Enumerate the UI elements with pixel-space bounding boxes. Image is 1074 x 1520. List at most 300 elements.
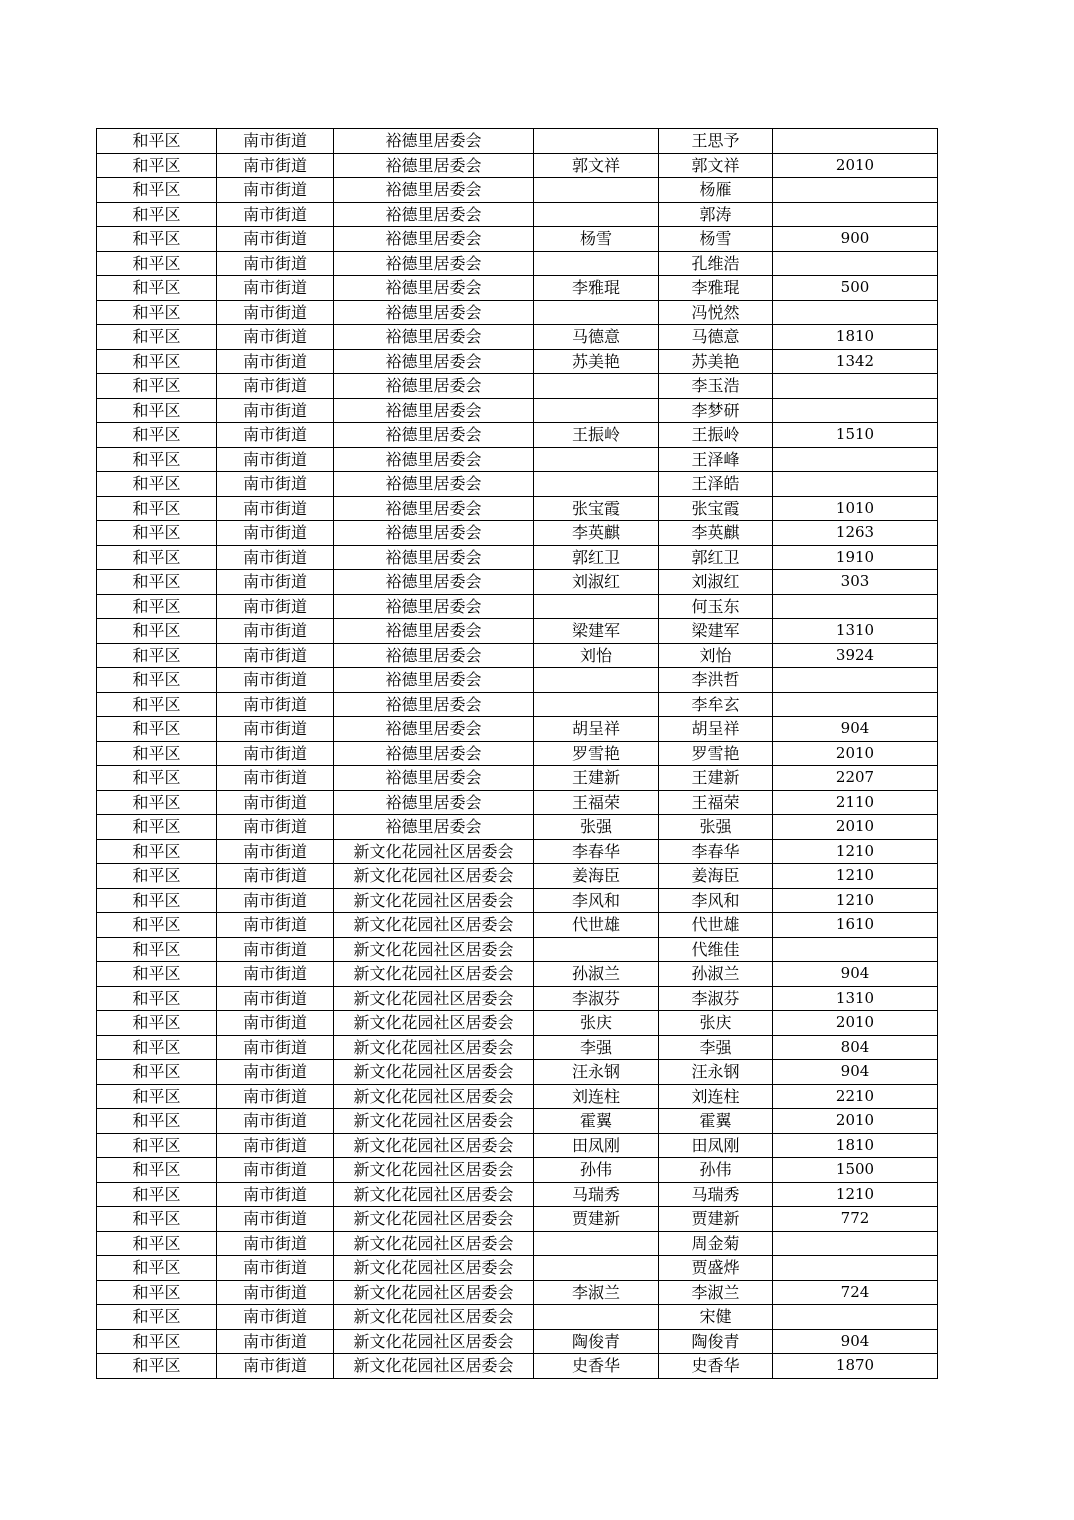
- cell-street: 南市街道: [217, 1084, 334, 1109]
- cell-district: 和平区: [97, 594, 217, 619]
- cell-district: 和平区: [97, 251, 217, 276]
- table-row: [97, 937, 938, 962]
- cell-street: 南市街道: [217, 619, 334, 644]
- table-row: [97, 1256, 938, 1281]
- cell-street: 南市街道: [217, 251, 334, 276]
- cell-street: 南市街道: [217, 717, 334, 742]
- cell-applicant-name: [534, 594, 659, 619]
- cell-committee: 新文化花园社区居委会: [334, 864, 534, 889]
- cell-resident-name: 姜海臣: [659, 864, 773, 889]
- cell-applicant-name: 姜海臣: [534, 864, 659, 889]
- table-row: [97, 766, 938, 791]
- cell-resident-name: 霍翼: [659, 1109, 773, 1134]
- table-row: [97, 619, 938, 644]
- cell-committee: 裕德里居委会: [334, 398, 534, 423]
- cell-resident-name: 冯悦然: [659, 300, 773, 325]
- cell-amount: 1310: [773, 986, 938, 1011]
- table-row: [97, 839, 938, 864]
- cell-resident-name: 李风和: [659, 888, 773, 913]
- cell-district: 和平区: [97, 276, 217, 301]
- cell-committee: 新文化花园社区居委会: [334, 888, 534, 913]
- table-row: [97, 398, 938, 423]
- table-row: [97, 1035, 938, 1060]
- table-row: [97, 1158, 938, 1183]
- table-row: [97, 129, 938, 154]
- cell-committee: 裕德里居委会: [334, 374, 534, 399]
- cell-committee: 新文化花园社区居委会: [334, 1354, 534, 1379]
- cell-district: 和平区: [97, 1109, 217, 1134]
- cell-street: 南市街道: [217, 129, 334, 154]
- cell-resident-name: 杨雁: [659, 178, 773, 203]
- cell-amount: 1910: [773, 545, 938, 570]
- table-row: [97, 423, 938, 448]
- cell-applicant-name: 李春华: [534, 839, 659, 864]
- cell-street: 南市街道: [217, 1329, 334, 1354]
- cell-applicant-name: 王振岭: [534, 423, 659, 448]
- cell-street: 南市街道: [217, 1280, 334, 1305]
- cell-street: 南市街道: [217, 1354, 334, 1379]
- cell-street: 南市街道: [217, 1060, 334, 1085]
- cell-applicant-name: [534, 1305, 659, 1330]
- cell-amount: [773, 692, 938, 717]
- cell-committee: 新文化花园社区居委会: [334, 1158, 534, 1183]
- cell-district: 和平区: [97, 864, 217, 889]
- cell-district: 和平区: [97, 962, 217, 987]
- cell-resident-name: 张强: [659, 815, 773, 840]
- cell-amount: 724: [773, 1280, 938, 1305]
- cell-resident-name: 李梦研: [659, 398, 773, 423]
- table-row: [97, 594, 938, 619]
- cell-district: 和平区: [97, 1060, 217, 1085]
- cell-resident-name: 李春华: [659, 839, 773, 864]
- cell-applicant-name: [534, 178, 659, 203]
- cell-district: 和平区: [97, 521, 217, 546]
- cell-resident-name: 李淑兰: [659, 1280, 773, 1305]
- cell-applicant-name: [534, 374, 659, 399]
- cell-street: 南市街道: [217, 202, 334, 227]
- cell-committee: 新文化花园社区居委会: [334, 1060, 534, 1085]
- cell-street: 南市街道: [217, 1256, 334, 1281]
- cell-district: 和平区: [97, 692, 217, 717]
- cell-amount: 2010: [773, 1109, 938, 1134]
- cell-amount: 1810: [773, 325, 938, 350]
- cell-amount: [773, 447, 938, 472]
- cell-amount: 1870: [773, 1354, 938, 1379]
- cell-committee: 裕德里居委会: [334, 545, 534, 570]
- cell-committee: 裕德里居委会: [334, 178, 534, 203]
- cell-amount: 804: [773, 1035, 938, 1060]
- cell-amount: 904: [773, 1060, 938, 1085]
- cell-committee: 裕德里居委会: [334, 496, 534, 521]
- cell-district: 和平区: [97, 937, 217, 962]
- cell-amount: 904: [773, 962, 938, 987]
- cell-street: 南市街道: [217, 1207, 334, 1232]
- cell-district: 和平区: [97, 1035, 217, 1060]
- cell-applicant-name: 马德意: [534, 325, 659, 350]
- cell-resident-name: 王建新: [659, 766, 773, 791]
- cell-amount: [773, 178, 938, 203]
- cell-district: 和平区: [97, 839, 217, 864]
- cell-amount: 1263: [773, 521, 938, 546]
- cell-committee: 裕德里居委会: [334, 717, 534, 742]
- cell-street: 南市街道: [217, 545, 334, 570]
- cell-street: 南市街道: [217, 1133, 334, 1158]
- cell-district: 和平区: [97, 1305, 217, 1330]
- cell-committee: 新文化花园社区居委会: [334, 913, 534, 938]
- table-row: [97, 1207, 938, 1232]
- cell-amount: 1342: [773, 349, 938, 374]
- cell-applicant-name: 李英麒: [534, 521, 659, 546]
- cell-district: 和平区: [97, 741, 217, 766]
- table-row: [97, 717, 938, 742]
- cell-district: 和平区: [97, 202, 217, 227]
- cell-street: 南市街道: [217, 374, 334, 399]
- cell-district: 和平区: [97, 1256, 217, 1281]
- table-row: [97, 570, 938, 595]
- cell-resident-name: 苏美艳: [659, 349, 773, 374]
- cell-resident-name: 宋健: [659, 1305, 773, 1330]
- table-row: [97, 374, 938, 399]
- cell-committee: 裕德里居委会: [334, 153, 534, 178]
- cell-street: 南市街道: [217, 178, 334, 203]
- table-row: [97, 1280, 938, 1305]
- cell-applicant-name: 李风和: [534, 888, 659, 913]
- cell-street: 南市街道: [217, 227, 334, 252]
- table-row: [97, 1060, 938, 1085]
- cell-amount: [773, 668, 938, 693]
- cell-street: 南市街道: [217, 913, 334, 938]
- cell-resident-name: 汪永钢: [659, 1060, 773, 1085]
- cell-committee: 裕德里居委会: [334, 472, 534, 497]
- cell-district: 和平区: [97, 1084, 217, 1109]
- cell-amount: 1210: [773, 888, 938, 913]
- table-row: [97, 227, 938, 252]
- cell-applicant-name: 张宝霞: [534, 496, 659, 521]
- cell-committee: 新文化花园社区居委会: [334, 1256, 534, 1281]
- cell-street: 南市街道: [217, 766, 334, 791]
- cell-resident-name: 郭文祥: [659, 153, 773, 178]
- cell-resident-name: 郭红卫: [659, 545, 773, 570]
- cell-resident-name: 梁建军: [659, 619, 773, 644]
- cell-district: 和平区: [97, 1329, 217, 1354]
- cell-committee: 新文化花园社区居委会: [334, 1133, 534, 1158]
- cell-amount: 772: [773, 1207, 938, 1232]
- cell-resident-name: 史香华: [659, 1354, 773, 1379]
- cell-street: 南市街道: [217, 643, 334, 668]
- cell-district: 和平区: [97, 668, 217, 693]
- table-row: [97, 986, 938, 1011]
- cell-committee: 裕德里居委会: [334, 570, 534, 595]
- cell-district: 和平区: [97, 153, 217, 178]
- cell-amount: 1310: [773, 619, 938, 644]
- cell-street: 南市街道: [217, 325, 334, 350]
- cell-resident-name: 贾建新: [659, 1207, 773, 1232]
- cell-street: 南市街道: [217, 1231, 334, 1256]
- cell-street: 南市街道: [217, 472, 334, 497]
- cell-resident-name: 胡呈祥: [659, 717, 773, 742]
- cell-resident-name: 罗雪艳: [659, 741, 773, 766]
- cell-resident-name: 杨雪: [659, 227, 773, 252]
- cell-applicant-name: 刘淑红: [534, 570, 659, 595]
- cell-applicant-name: 代世雄: [534, 913, 659, 938]
- cell-applicant-name: 马瑞秀: [534, 1182, 659, 1207]
- table-row: [97, 1084, 938, 1109]
- cell-applicant-name: 王建新: [534, 766, 659, 791]
- cell-committee: 裕德里居委会: [334, 202, 534, 227]
- table-row: [97, 472, 938, 497]
- cell-resident-name: 代世雄: [659, 913, 773, 938]
- cell-applicant-name: 李淑芬: [534, 986, 659, 1011]
- cell-resident-name: 李英麒: [659, 521, 773, 546]
- cell-resident-name: 马德意: [659, 325, 773, 350]
- cell-committee: 裕德里居委会: [334, 423, 534, 448]
- cell-district: 和平区: [97, 1207, 217, 1232]
- cell-district: 和平区: [97, 815, 217, 840]
- cell-resident-name: 何玉东: [659, 594, 773, 619]
- cell-applicant-name: 胡呈祥: [534, 717, 659, 742]
- cell-amount: 500: [773, 276, 938, 301]
- table-row: [97, 349, 938, 374]
- table-row: [97, 1133, 938, 1158]
- cell-committee: 新文化花园社区居委会: [334, 962, 534, 987]
- cell-district: 和平区: [97, 447, 217, 472]
- cell-district: 和平区: [97, 790, 217, 815]
- cell-applicant-name: 郭文祥: [534, 153, 659, 178]
- cell-applicant-name: 李强: [534, 1035, 659, 1060]
- cell-amount: 3924: [773, 643, 938, 668]
- cell-street: 南市街道: [217, 692, 334, 717]
- cell-amount: 2010: [773, 815, 938, 840]
- cell-street: 南市街道: [217, 423, 334, 448]
- cell-amount: 1210: [773, 1182, 938, 1207]
- cell-applicant-name: 梁建军: [534, 619, 659, 644]
- cell-street: 南市街道: [217, 937, 334, 962]
- cell-district: 和平区: [97, 619, 217, 644]
- table-row: [97, 1354, 938, 1379]
- cell-applicant-name: 孙淑兰: [534, 962, 659, 987]
- cell-committee: 裕德里居委会: [334, 815, 534, 840]
- cell-applicant-name: 孙伟: [534, 1158, 659, 1183]
- cell-committee: 裕德里居委会: [334, 129, 534, 154]
- cell-amount: [773, 202, 938, 227]
- cell-resident-name: 郭涛: [659, 202, 773, 227]
- cell-resident-name: 刘怡: [659, 643, 773, 668]
- cell-street: 南市街道: [217, 1158, 334, 1183]
- cell-street: 南市街道: [217, 962, 334, 987]
- cell-applicant-name: [534, 129, 659, 154]
- cell-committee: 新文化花园社区居委会: [334, 1011, 534, 1036]
- cell-resident-name: 代维佳: [659, 937, 773, 962]
- cell-amount: 2210: [773, 1084, 938, 1109]
- cell-street: 南市街道: [217, 521, 334, 546]
- cell-applicant-name: 李雅琨: [534, 276, 659, 301]
- cell-committee: 新文化花园社区居委会: [334, 1109, 534, 1134]
- cell-resident-name: 李牟玄: [659, 692, 773, 717]
- cell-resident-name: 李强: [659, 1035, 773, 1060]
- table-row: [97, 325, 938, 350]
- cell-resident-name: 刘连柱: [659, 1084, 773, 1109]
- cell-street: 南市街道: [217, 570, 334, 595]
- cell-committee: 裕德里居委会: [334, 447, 534, 472]
- cell-resident-name: 王泽皓: [659, 472, 773, 497]
- cell-resident-name: 孙伟: [659, 1158, 773, 1183]
- cell-committee: 裕德里居委会: [334, 790, 534, 815]
- cell-street: 南市街道: [217, 398, 334, 423]
- cell-district: 和平区: [97, 178, 217, 203]
- cell-resident-name: 陶俊青: [659, 1329, 773, 1354]
- table-row: [97, 447, 938, 472]
- cell-committee: 新文化花园社区居委会: [334, 1035, 534, 1060]
- cell-committee: 新文化花园社区居委会: [334, 1329, 534, 1354]
- cell-amount: [773, 300, 938, 325]
- cell-committee: 裕德里居委会: [334, 594, 534, 619]
- table-row: [97, 496, 938, 521]
- cell-district: 和平区: [97, 227, 217, 252]
- table-row: [97, 1182, 938, 1207]
- cell-district: 和平区: [97, 349, 217, 374]
- cell-applicant-name: [534, 692, 659, 717]
- cell-district: 和平区: [97, 496, 217, 521]
- cell-applicant-name: 张庆: [534, 1011, 659, 1036]
- cell-committee: 新文化花园社区居委会: [334, 1231, 534, 1256]
- cell-amount: 303: [773, 570, 938, 595]
- table-row: [97, 1329, 938, 1354]
- cell-amount: [773, 1305, 938, 1330]
- cell-amount: 1500: [773, 1158, 938, 1183]
- cell-district: 和平区: [97, 643, 217, 668]
- cell-committee: 新文化花园社区居委会: [334, 1182, 534, 1207]
- cell-committee: 新文化花园社区居委会: [334, 1305, 534, 1330]
- cell-applicant-name: 刘怡: [534, 643, 659, 668]
- cell-committee: 裕德里居委会: [334, 766, 534, 791]
- roster-table: [96, 128, 938, 1379]
- cell-committee: 裕德里居委会: [334, 300, 534, 325]
- cell-committee: 裕德里居委会: [334, 251, 534, 276]
- cell-district: 和平区: [97, 129, 217, 154]
- cell-district: 和平区: [97, 398, 217, 423]
- table-row: [97, 276, 938, 301]
- cell-district: 和平区: [97, 913, 217, 938]
- table-row: [97, 1109, 938, 1134]
- cell-street: 南市街道: [217, 349, 334, 374]
- cell-district: 和平区: [97, 325, 217, 350]
- cell-resident-name: 李玉浩: [659, 374, 773, 399]
- cell-resident-name: 张庆: [659, 1011, 773, 1036]
- cell-amount: [773, 1231, 938, 1256]
- cell-committee: 裕德里居委会: [334, 668, 534, 693]
- roster-table-body: [97, 129, 938, 1379]
- cell-committee: 裕德里居委会: [334, 325, 534, 350]
- table-row: [97, 1231, 938, 1256]
- cell-district: 和平区: [97, 1231, 217, 1256]
- cell-amount: 1510: [773, 423, 938, 448]
- table-row: [97, 545, 938, 570]
- cell-district: 和平区: [97, 1280, 217, 1305]
- cell-amount: 2207: [773, 766, 938, 791]
- table-row: [97, 153, 938, 178]
- cell-applicant-name: [534, 1231, 659, 1256]
- table-row: [97, 668, 938, 693]
- table-row: [97, 790, 938, 815]
- cell-applicant-name: 刘连柱: [534, 1084, 659, 1109]
- cell-street: 南市街道: [217, 986, 334, 1011]
- table-row: [97, 643, 938, 668]
- cell-amount: [773, 129, 938, 154]
- cell-street: 南市街道: [217, 668, 334, 693]
- cell-amount: 2010: [773, 153, 938, 178]
- table-row: [97, 913, 938, 938]
- cell-applicant-name: 陶俊青: [534, 1329, 659, 1354]
- cell-amount: [773, 251, 938, 276]
- cell-district: 和平区: [97, 1158, 217, 1183]
- cell-committee: 裕德里居委会: [334, 741, 534, 766]
- cell-resident-name: 孙淑兰: [659, 962, 773, 987]
- cell-street: 南市街道: [217, 815, 334, 840]
- table-row: [97, 888, 938, 913]
- cell-street: 南市街道: [217, 1109, 334, 1134]
- cell-applicant-name: [534, 300, 659, 325]
- cell-district: 和平区: [97, 472, 217, 497]
- cell-amount: 904: [773, 717, 938, 742]
- cell-street: 南市街道: [217, 864, 334, 889]
- cell-committee: 新文化花园社区居委会: [334, 1280, 534, 1305]
- cell-resident-name: 李洪哲: [659, 668, 773, 693]
- cell-amount: [773, 1256, 938, 1281]
- cell-applicant-name: 田凤刚: [534, 1133, 659, 1158]
- cell-resident-name: 王泽峰: [659, 447, 773, 472]
- cell-street: 南市街道: [217, 594, 334, 619]
- cell-committee: 裕德里居委会: [334, 227, 534, 252]
- table-row: [97, 1305, 938, 1330]
- cell-district: 和平区: [97, 423, 217, 448]
- cell-amount: [773, 937, 938, 962]
- cell-amount: 1210: [773, 839, 938, 864]
- cell-applicant-name: [534, 202, 659, 227]
- cell-applicant-name: [534, 251, 659, 276]
- cell-applicant-name: 王福荣: [534, 790, 659, 815]
- cell-resident-name: 孔维浩: [659, 251, 773, 276]
- cell-amount: 2010: [773, 741, 938, 766]
- cell-applicant-name: 汪永钢: [534, 1060, 659, 1085]
- cell-applicant-name: 霍翼: [534, 1109, 659, 1134]
- cell-amount: [773, 472, 938, 497]
- document-page: [96, 128, 938, 1379]
- cell-amount: 2110: [773, 790, 938, 815]
- cell-committee: 裕德里居委会: [334, 276, 534, 301]
- cell-applicant-name: [534, 472, 659, 497]
- cell-resident-name: 王福荣: [659, 790, 773, 815]
- cell-street: 南市街道: [217, 1035, 334, 1060]
- cell-amount: 1610: [773, 913, 938, 938]
- table-row: [97, 741, 938, 766]
- cell-committee: 裕德里居委会: [334, 619, 534, 644]
- cell-applicant-name: 史香华: [534, 1354, 659, 1379]
- cell-amount: 1810: [773, 1133, 938, 1158]
- cell-amount: 2010: [773, 1011, 938, 1036]
- cell-district: 和平区: [97, 1182, 217, 1207]
- cell-street: 南市街道: [217, 447, 334, 472]
- cell-applicant-name: 杨雪: [534, 227, 659, 252]
- cell-amount: [773, 374, 938, 399]
- cell-amount: 1210: [773, 864, 938, 889]
- table-row: [97, 178, 938, 203]
- cell-resident-name: 王振岭: [659, 423, 773, 448]
- cell-resident-name: 李淑芬: [659, 986, 773, 1011]
- cell-applicant-name: [534, 668, 659, 693]
- cell-district: 和平区: [97, 766, 217, 791]
- cell-street: 南市街道: [217, 839, 334, 864]
- cell-street: 南市街道: [217, 888, 334, 913]
